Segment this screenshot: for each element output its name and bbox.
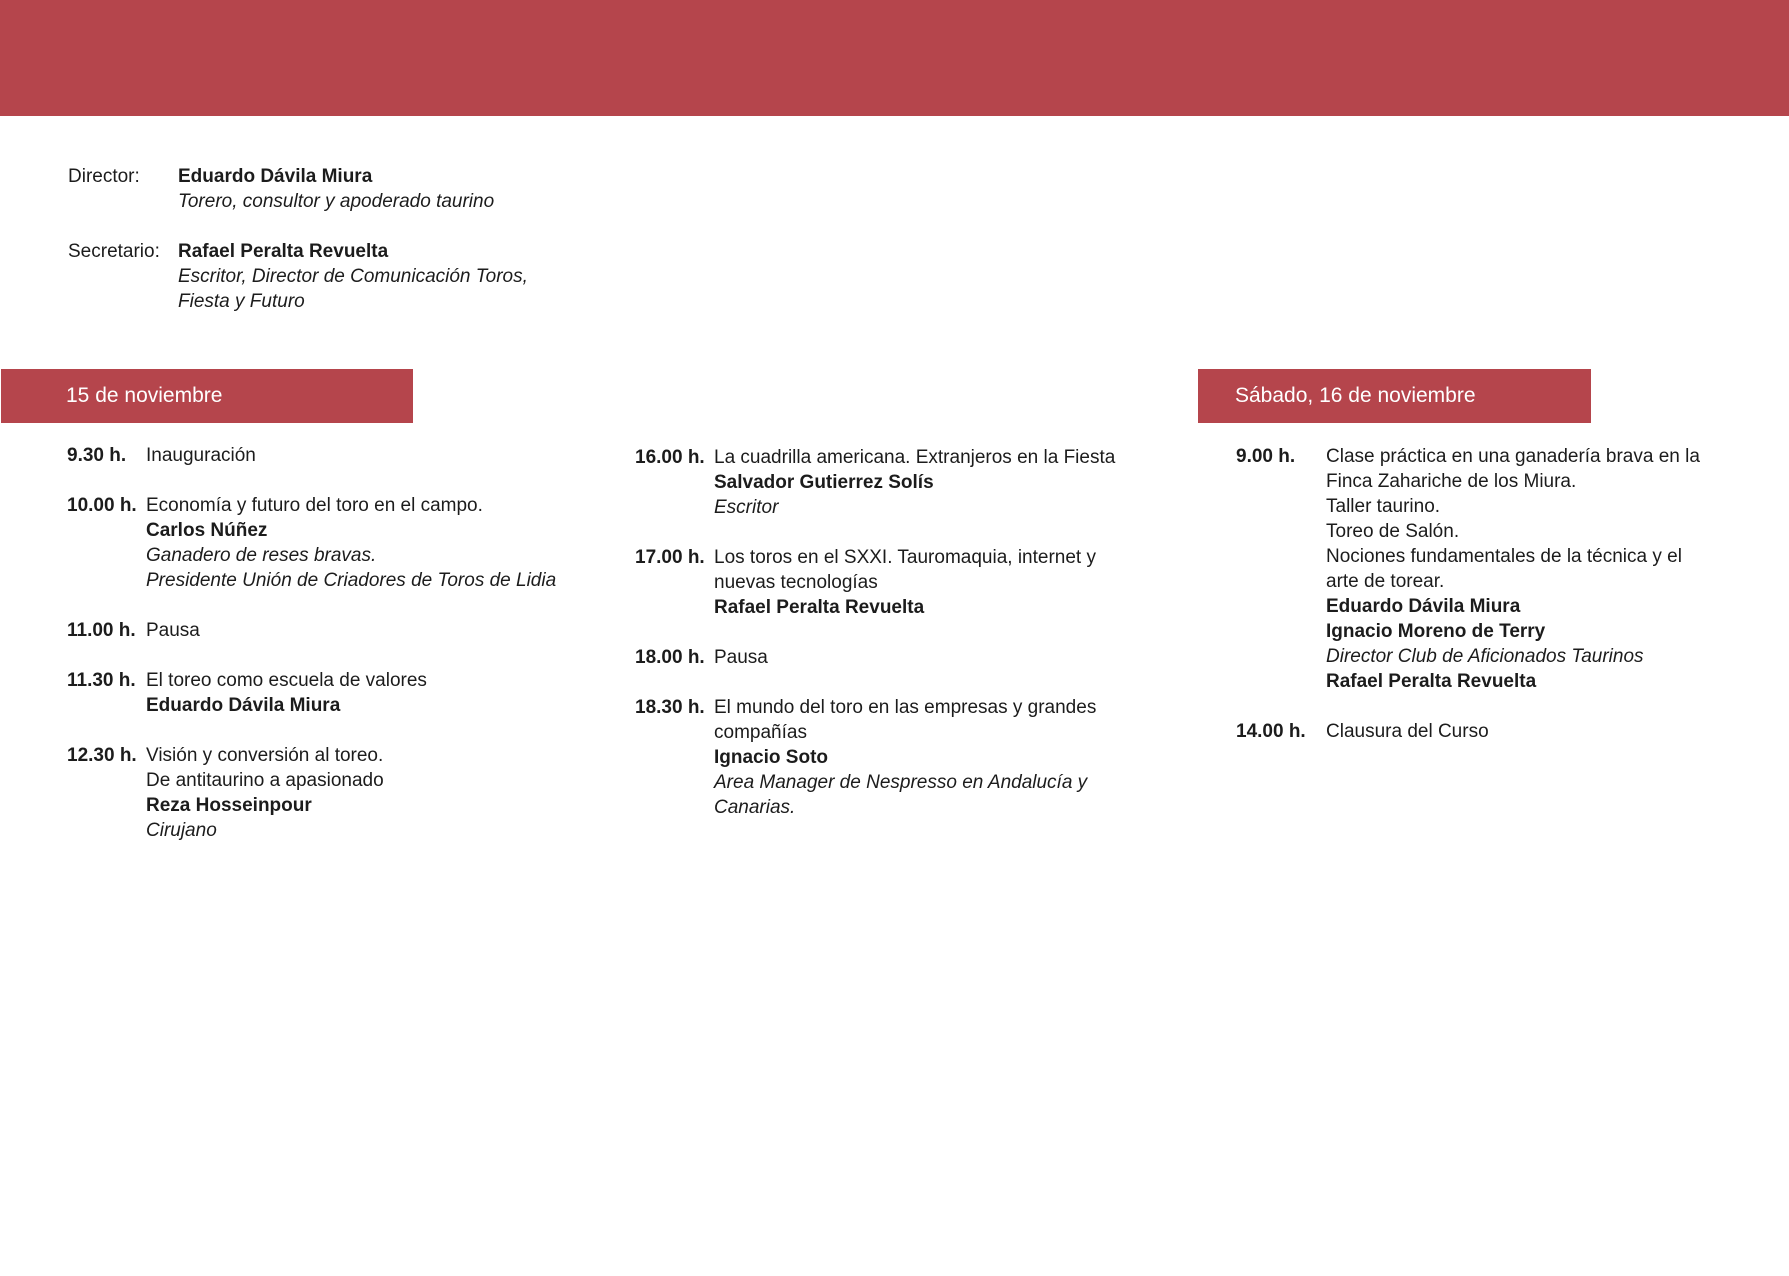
entry-body <box>1326 444 1726 694</box>
entry-title: Nociones fundamentales de la técnica y el <box>1326 546 1682 567</box>
entry-time: 12.30 h. <box>67 745 137 766</box>
entry-body <box>714 445 1135 520</box>
entry-title: Taller taurino. <box>1326 496 1441 517</box>
entry-title: Pausa <box>714 647 768 668</box>
entry-title: De antitaurino a apasionado <box>146 770 384 791</box>
speaker-name: Rafael Peralta Revuelta <box>714 597 925 618</box>
schedule-column-1 <box>67 443 587 868</box>
entry-title: El mundo del toro en las empresas y grandes <box>714 697 1097 718</box>
staff-row-secretary <box>68 239 558 314</box>
speaker-name: Eduardo Dávila Miura <box>146 695 341 716</box>
day-header-saturday: Sábado, 16 de noviembre <box>1198 369 1591 423</box>
entry-title: La cuadrilla americana. Extranjeros en la Fiesta <box>714 447 1116 468</box>
staff-role: Director: <box>68 166 140 187</box>
staff-info <box>178 239 558 314</box>
speaker-name: Ignacio Moreno de Terry <box>1326 621 1546 642</box>
schedule-entry <box>635 645 1135 670</box>
schedule-entry <box>67 618 587 643</box>
staff-desc: Fiesta y Futuro <box>178 291 305 312</box>
entry-body <box>714 545 1135 620</box>
entry-body <box>146 493 587 593</box>
speaker-role: Presidente Unión de Criadores de Toros de Lidia <box>146 570 557 591</box>
entry-title: Finca Zahariche de los Miura. <box>1326 471 1577 492</box>
speaker-role: Escritor <box>714 497 779 518</box>
entry-time: 18.00 h. <box>635 647 705 668</box>
entry-time: 11.00 h. <box>67 620 136 641</box>
staff-desc: Escritor, Director de Comunicación Toros, <box>178 266 528 287</box>
entry-title: El toreo como escuela de valores <box>146 670 427 691</box>
speaker-role: Canarias. <box>714 797 796 818</box>
entry-time: 9.00 h. <box>1236 446 1296 467</box>
schedule-entry <box>67 668 587 718</box>
speaker-role: Ganadero de reses bravas. <box>146 545 377 566</box>
schedule-entry <box>635 545 1135 620</box>
entry-title: compañías <box>714 722 807 743</box>
entry-body <box>1326 719 1726 744</box>
entry-time: 9.30 h. <box>67 445 127 466</box>
entry-body <box>714 645 1135 670</box>
staff-desc: Torero, consultor y apoderado taurino <box>178 191 495 212</box>
header-band <box>0 0 1789 116</box>
schedule-entry <box>1236 719 1726 744</box>
entry-title: Toreo de Salón. <box>1326 521 1460 542</box>
entry-title: Visión y conversión al toreo. <box>146 745 384 766</box>
entry-title: Clausura del Curso <box>1326 721 1489 742</box>
staff-row-director <box>68 164 558 214</box>
entry-title: Los toros en el SXXI. Tauromaquia, internet y <box>714 547 1096 568</box>
schedule-entry <box>67 443 587 468</box>
entry-body <box>146 668 587 718</box>
entry-body <box>146 618 587 643</box>
entry-title: arte de torear. <box>1326 571 1445 592</box>
speaker-name: Carlos Núñez <box>146 520 268 541</box>
speaker-role: Area Manager de Nespresso en Andalucía y <box>714 772 1088 793</box>
entry-body <box>146 443 587 468</box>
entry-title: nuevas tecnologías <box>714 572 878 593</box>
entry-time: 17.00 h. <box>635 547 705 568</box>
schedule-entry <box>635 695 1135 820</box>
speaker-role: Cirujano <box>146 820 217 841</box>
staff-section <box>68 164 558 339</box>
schedule-entry <box>1236 444 1726 694</box>
entry-title: Economía y futuro del toro en el campo. <box>146 495 483 516</box>
entry-title: Inauguración <box>146 445 256 466</box>
staff-role: Secretario: <box>68 241 160 262</box>
staff-name: Rafael Peralta Revuelta <box>178 241 389 262</box>
speaker-name: Salvador Gutierrez Solís <box>714 472 934 493</box>
schedule-column-2 <box>635 445 1135 845</box>
entry-time: 18.30 h. <box>635 697 705 718</box>
day-header-friday: 15 de noviembre <box>1 369 413 423</box>
speaker-name: Reza Hosseinpour <box>146 795 312 816</box>
staff-info <box>178 164 558 214</box>
schedule-column-3 <box>1236 444 1726 769</box>
entry-title: Clase práctica en una ganadería brava en la <box>1326 446 1700 467</box>
entry-body <box>714 695 1135 820</box>
entry-time: 10.00 h. <box>67 495 137 516</box>
staff-name: Eduardo Dávila Miura <box>178 166 373 187</box>
entry-title: Pausa <box>146 620 200 641</box>
speaker-role: Director Club de Aficionados Taurinos <box>1326 646 1644 667</box>
entry-time: 16.00 h. <box>635 447 705 468</box>
entry-time: 14.00 h. <box>1236 721 1306 742</box>
entry-time: 11.30 h. <box>67 670 136 691</box>
entry-body <box>146 743 587 843</box>
speaker-name: Eduardo Dávila Miura <box>1326 596 1521 617</box>
schedule-entry <box>67 743 587 843</box>
schedule-entry <box>67 493 587 593</box>
schedule-entry <box>635 445 1135 520</box>
speaker-name: Rafael Peralta Revuelta <box>1326 671 1537 692</box>
speaker-name: Ignacio Soto <box>714 747 828 768</box>
